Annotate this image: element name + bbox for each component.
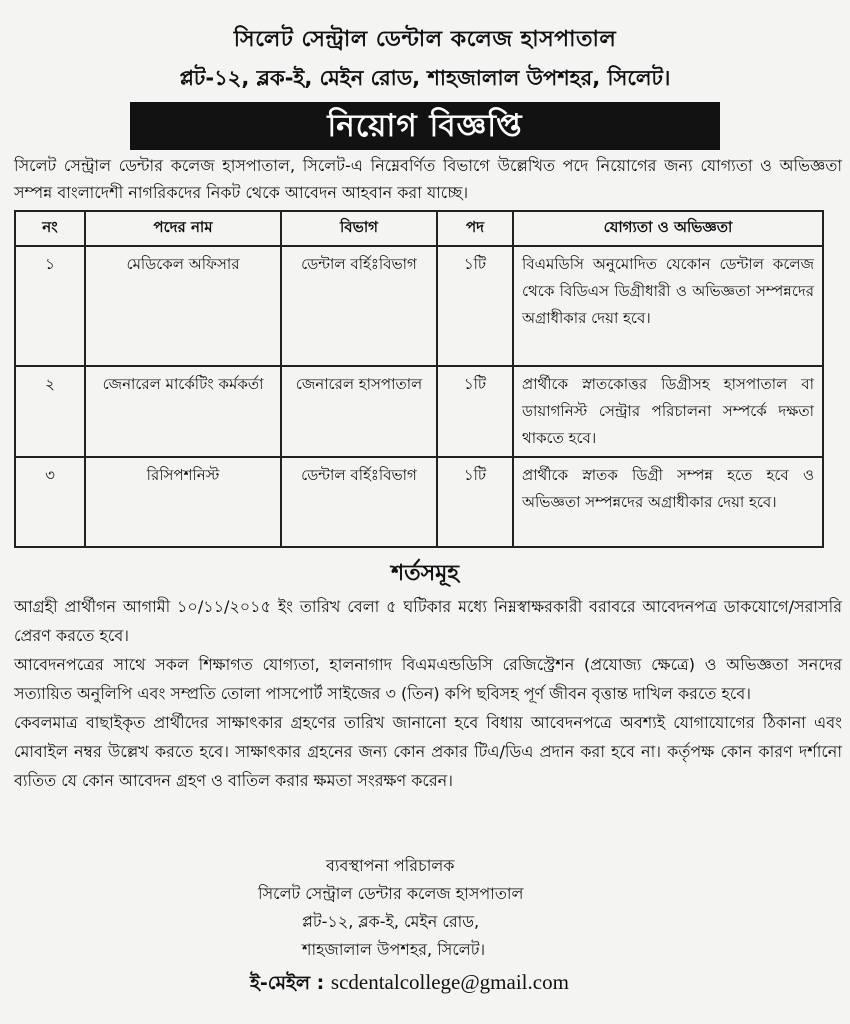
- cell-title: জেনারেল মার্কেটিং কর্মকর্তা: [85, 366, 281, 457]
- cell-no: ১: [15, 246, 85, 366]
- cell-posts: ১টি: [437, 246, 513, 366]
- term-paragraph: আগ্রহী প্রার্থীগন আগামী ১০/১১/২০১৫ ইং তারিখ বেলা ৫ ঘটিকার মধ্যে নিম্নস্বাক্ষরকারী বরাবরে আবেদনপত্র ডাকযোগে/সরাসরি প্রেরণ করতে হবে।: [14, 597, 842, 645]
- signatory-org: সিলেট সেন্ট্রাল ডেন্টার কলেজ হাসপাতাল: [258, 884, 524, 903]
- email-label: ই-মেইল :: [250, 972, 325, 994]
- cell-dept: জেনারেল হাসপাতাল: [281, 366, 437, 457]
- cell-qualification: প্রার্থীকে স্নাতক ডিগ্রী সম্পন্ন হতে হবে ও অভিজ্ঞতা সম্পন্নদের অগ্রাধীকার দেয়া হবে।: [513, 457, 823, 547]
- col-header-title: পদের নাম: [85, 211, 281, 246]
- term-paragraph: আবেদনপত্রের সাথে সকল শিক্ষাগত যোগ্যতা, হালনাগাদ বিএমএন্ডডিসি রেজিস্ট্রেশন (প্রযোজ্য ক্ষেত্রে) ও অভিজ্ঞতা সনদের সত্যায়িত অনুলিপি এবং সম্প্রতি তোলা পাসপোর্ট সাইজের ৩ (তিন) কপি ছবিসহ পূর্ণ জীবন বৃত্তান্ত দাখিল করতে হবে।: [14, 655, 842, 703]
- intro-paragraph: সিলেট সেন্ট্রাল ডেন্টার কলেজ হাসপাতাল, সিলেট-এ নিম্নেবর্ণিত বিভাগে উল্লেখিত পদে নিয়োগের জন্য যোগ্যতা ও অভিজ্ঞতা সম্পন্ন বাংলাদেশী নাগরিকদের নিকট থেকে আবেদন আহবান করা যাচ্ছে।: [14, 156, 842, 202]
- table-row: [15, 366, 823, 457]
- cell-qualification: বিএমডিসি অনুমোদিত যেকোন ডেন্টাল কলেজ থেকে বিডিএস ডিগ্রীধারী ও অভিজ্ঞতা সম্পন্নদের অগ্রাধীকার দেয়া হবে।: [513, 246, 823, 366]
- table-row: [15, 457, 823, 547]
- cell-no: ৩: [15, 457, 85, 547]
- cell-dept: ডেন্টাল বর্হিঃবিভাগ: [281, 246, 437, 366]
- terms-heading: শর্তসমূহ: [391, 561, 459, 586]
- cell-title: মেডিকেল অফিসার: [85, 246, 281, 366]
- col-header-no: নং: [15, 211, 85, 246]
- cell-qualification: প্রার্থীকে স্নাতকোত্তর ডিগ্রীসহ হাসপাতাল বা ডায়াগনিস্ট সেন্ট্রার পরিচালনা সম্পর্কে দক্ষতা থাকতে হবে।: [513, 366, 823, 457]
- email-line: [250, 968, 670, 997]
- signatory-address-line2: শাহজালাল উপশহর, সিলেট।: [302, 940, 486, 959]
- signatory-designation: ব্যবস্থাপনা পরিচালক: [326, 856, 455, 875]
- email-address[interactable]: scdentalcollege@gmail.com: [330, 970, 569, 994]
- signatory-address-line1: প্লট-১২, ব্লক-ই, মেইন রোড,: [302, 912, 480, 931]
- cell-dept: ডেন্টাল বর্হিঃবিভাগ: [281, 457, 437, 547]
- cell-posts: ১টি: [437, 457, 513, 547]
- col-header-posts: পদ: [437, 211, 513, 246]
- org-address: প্লট-১২, ব্লক-ই, মেইন রোড, শাহজালাল উপশহর, সিলেট।: [179, 66, 671, 90]
- org-name: সিলেট সেন্ট্রাল ডেন্টাল কলেজ হাসপাতাল: [233, 27, 617, 52]
- signature-block: [250, 852, 670, 997]
- table-header-row: [15, 211, 823, 246]
- vacancy-table: [14, 210, 824, 548]
- term-paragraph: কেবলমাত্র বাছাইকৃত প্রার্থীদের সাক্ষাৎকার গ্রহণের তারিখ জানানো হবে বিধায় আবেদনপত্রে অবশ্যই যোগাযোগের ঠিকানা এবং মোবাইল নম্বর উল্লেখ করতে হবে। সাক্ষাৎকার গ্রহনের জন্য কোন প্রকার টিএ/ডিএ প্রদান করা হবে না। কর্তৃপক্ষ কোন কারণ দর্শানো ব্যতিত যে কোন আবেদন গ্রহণ ও বাতিল করার ক্ষমতা সংরক্ষণ করেন।: [14, 713, 842, 790]
- col-header-dept: বিভাগ: [281, 211, 437, 246]
- cell-no: ২: [15, 366, 85, 457]
- notice-banner: নিয়োগ বিজ্ঞপ্তি: [130, 102, 720, 150]
- cell-posts: ১টি: [437, 366, 513, 457]
- cell-title: রিসিপশনিস্ট: [85, 457, 281, 547]
- terms-section: [14, 592, 842, 795]
- table-row: [15, 246, 823, 366]
- col-header-qualification: যোগ্যতা ও অভিজ্ঞতা: [513, 211, 823, 246]
